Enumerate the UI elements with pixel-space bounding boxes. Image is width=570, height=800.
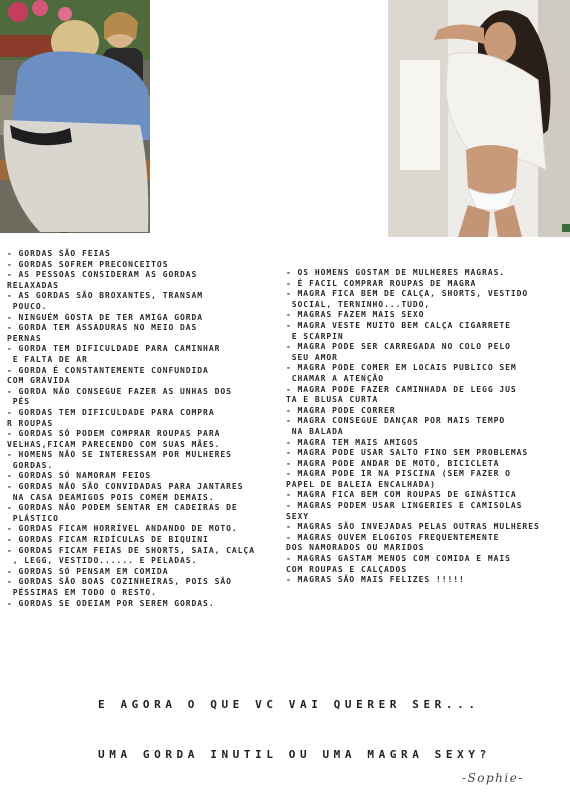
list-item: - MAGRA PODE COMER EM LOCAIS PUBLICO SEM: [286, 363, 517, 373]
list-item: NA BALADA: [286, 426, 344, 436]
list-item: CHAMAR A ATENÇÃO: [286, 373, 385, 383]
list-item: - MAGRA VESTE MUITO BEM CALÇA CIGARRETE: [286, 320, 511, 330]
list-item: - GORDAS SE ODEIAM POR SEREM GORDAS.: [7, 598, 215, 608]
signature: -Sophie-: [462, 771, 524, 785]
list-item: RELAXADAS: [7, 280, 59, 290]
list-item: - GORDAS NÃO PODEM SENTAR EM CADEIRAS DE: [7, 503, 238, 513]
list-item: - MAGRA PODE IR NA PISCINA (SEM FAZER O: [286, 469, 511, 479]
list-item: - GORDA TEM DIFICULDADE PARA CAMINHAR: [7, 344, 221, 354]
list-item: DOS NAMORADOS OU MARIDOS: [286, 543, 425, 553]
list-item: - HOMENS NÃO SE INTERESSAM POR MULHERES: [7, 450, 232, 460]
list-item: - MAGRA PODE FAZER CAMINHADA DE LEGG JUS: [286, 384, 517, 394]
list-item: - MAGRAS GASTAM MENOS COM COMIDA E MAIS: [286, 554, 511, 564]
list-item: - MAGRA PODE SER CARREGADA NO COLO PELO: [286, 342, 511, 352]
list-item: - GORDAS SÃO FEIAS: [7, 249, 111, 258]
list-item: TA E BLUSA CURTA: [286, 395, 379, 405]
left-photo: [0, 0, 150, 233]
list-item: SOCIAL, TERNINHO...TUDO,: [286, 299, 431, 309]
list-item: , LEGG, VESTIDO...... E PELADAS.: [7, 556, 198, 566]
list-item: NA CASA DEAMIGOS POIS COMEM DEMAIS.: [7, 492, 215, 502]
list-item: - MAGRA FICA BEM DE CALÇA, SHORTS, VESTIDO: [286, 289, 529, 299]
list-item: R ROUPAS: [7, 418, 54, 428]
list-item: PÉSSIMAS EM TODO O RESTO.: [7, 588, 157, 597]
list-item: - GORDAS SÓ PODEM COMPRAR ROUPAS PARA: [7, 429, 221, 439]
list-item: - MAGRAS SÃO INVEJADAS PELAS OUTRAS MULHERES: [286, 522, 540, 532]
list-item: - MAGRA PODE CORRER: [286, 405, 396, 415]
footer-question-1: E AGORA O QUE VC VAI QUERER SER...: [98, 698, 480, 711]
list-item: - MAGRAS FAZEM MAIS SEXO: [286, 310, 425, 320]
list-item: SEU AMOR: [286, 352, 338, 362]
list-item: - GORDAS FICAM HORRÍVEL ANDANDO DE MOTO.: [7, 524, 238, 534]
list-item: COM GRÁVIDA: [7, 376, 71, 386]
person-photo-icon: [0, 0, 150, 233]
list-item: - MAGRA CONSEGUE DANÇAR POR MAIS TEMPO: [286, 416, 506, 426]
list-item: PLÁSTICO: [7, 513, 59, 523]
list-item: E FALTA DE AR: [7, 354, 88, 364]
list-item: - GORDA NÃO CONSEGUE FAZER AS UNHAS DOS: [7, 386, 232, 396]
list-item: - MAGRAS SÃO MAIS FELIZES !!!!!: [286, 575, 465, 585]
list-item: - NINGUÉM GOSTA DE TER AMIGA GORDA: [7, 312, 204, 322]
list-item: VELHAS,FICAM PARECENDO COM SUAS MÃES.: [7, 439, 221, 449]
list-item: PERNAS: [7, 333, 42, 343]
list-item: - AS GORDAS SÃO BROXANTES, TRANSAM: [7, 291, 204, 301]
list-item: - GORDAS SÃO BOAS COZINHEIRAS, POIS SÃO: [7, 577, 232, 587]
list-item: COM ROUPAS E CALÇADOS: [286, 564, 408, 574]
list-item: POUCO.: [7, 301, 48, 311]
list-item: - OS HOMENS GOSTAM DE MULHERES MAGRAS.: [286, 268, 506, 277]
list-item: - GORDAS SÓ PENSAM EM COMIDA: [7, 566, 169, 576]
list-item: - MAGRA PODE USAR SALTO FINO SEM PROBLEMAS: [286, 448, 529, 458]
list-item: - GORDA TEM ASSADURAS NO MEIO DAS: [7, 323, 198, 333]
person-photo-icon: [388, 0, 570, 237]
list-item: - MAGRA FICA BEM COM ROUPAS DE GINÁSTICA: [286, 490, 517, 500]
footer-question-2: UMA GORDA INUTIL OU UMA MAGRA SEXY?: [98, 748, 491, 761]
list-item: - É FACIL COMPRAR ROUPAS DE MAGRA: [286, 278, 477, 288]
right-photo: [388, 0, 570, 237]
list-item: - GORDAS FICAM FEIAS DE SHORTS, SAIA, CALÇA: [7, 545, 255, 555]
list-item: - GORDAS SÓ NAMORAM FEIOS: [7, 471, 152, 481]
list-item: GORDAS.: [7, 460, 54, 470]
list-item: SEXY: [286, 511, 310, 521]
list-item: - MAGRA PODE ANDAR DE MOTO, BICICLETA: [286, 458, 500, 468]
list-item: - MAGRAS OUVEM ELOGIOS FREQUENTEMENTE: [286, 532, 500, 542]
left-list: [7, 249, 283, 609]
list-item: - GORDAS TEM DIFICULDADE PARA COMPRA: [7, 407, 215, 417]
list-item: - GORDAS SOFREM PRECONCEITOS: [7, 259, 169, 269]
right-list: [286, 268, 568, 586]
list-item: - GORDAS NÃO SÃO CONVIDADAS PARA JANTARES: [7, 482, 244, 492]
list-item: - AS PESSOAS CONSIDERAM AS GORDAS: [7, 270, 198, 280]
list-item: E SCARPIN: [286, 331, 344, 341]
list-item: - MAGRAS PODEM USAR LINGERIES E CAMISOLAS: [286, 501, 523, 511]
list-item: - GORDAS FICAM RIDÍCULAS DE BIQUINI: [7, 535, 209, 545]
list-item: PAPEL DE BALEIA ENCALHADA): [286, 479, 436, 489]
list-item: - GORDA É CONSTANTEMENTE CONFUNDIDA: [7, 365, 209, 375]
list-item: PÉS: [7, 397, 31, 407]
list-item: - MAGRA TEM MAIS AMIGOS: [286, 437, 419, 447]
